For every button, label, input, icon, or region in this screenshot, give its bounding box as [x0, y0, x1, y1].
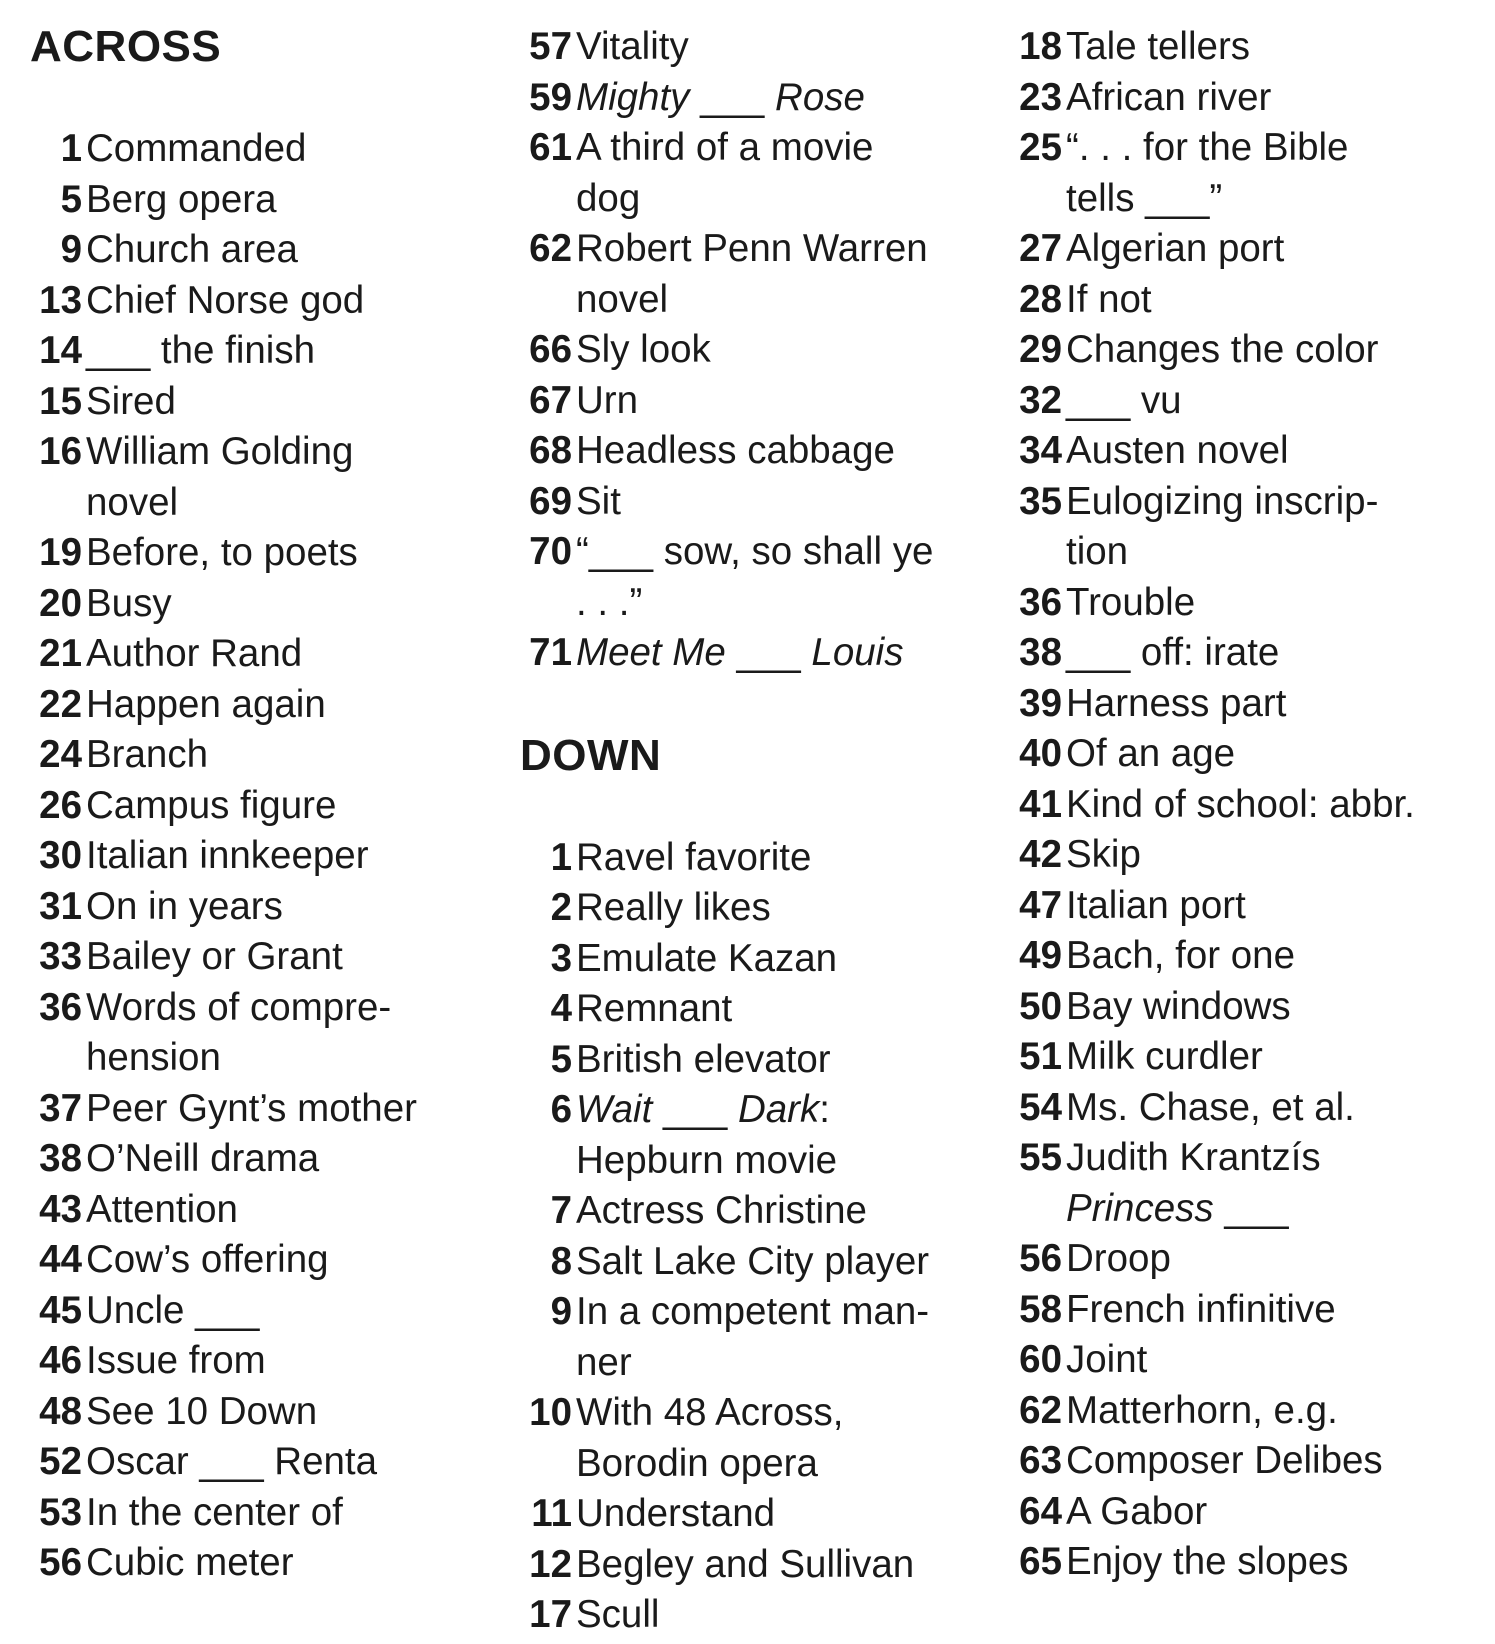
clue-row	[30, 680, 470, 731]
clue-number: 9	[60, 228, 82, 271]
clue-row	[1010, 1032, 1490, 1083]
clue-row	[30, 276, 470, 327]
clue-row	[30, 983, 470, 1084]
clue-text: Emulate Kazan	[576, 936, 838, 980]
clue-number: 4	[550, 987, 572, 1030]
clue-text: A Gabor	[1066, 1489, 1208, 1533]
clue-number: 32	[1019, 378, 1062, 422]
clue-row	[520, 1489, 980, 1540]
clue-text: In the center of	[86, 1490, 343, 1534]
clue-number: 37	[39, 1086, 82, 1130]
clue-text: Composer Delibes	[1066, 1439, 1383, 1482]
clue-row	[520, 934, 980, 985]
clue-text: See 10 Down	[86, 1389, 318, 1433]
clue-column-1	[30, 22, 470, 1589]
clue-row	[1010, 1335, 1490, 1386]
clue-row	[30, 1538, 470, 1589]
clue-text: Chief Norse god	[86, 278, 365, 322]
clue-number: 29	[1019, 328, 1062, 371]
clue-row	[1010, 931, 1490, 982]
clue-text: Author Rand	[86, 632, 303, 675]
clue-number: 5	[60, 177, 82, 221]
clue-number: 50	[1019, 984, 1062, 1028]
clue-row	[30, 427, 470, 528]
clue-number: 38	[39, 1137, 82, 1180]
clue-number: 20	[39, 581, 82, 625]
clue-number: 3	[550, 936, 572, 980]
clue-text: William Golding novel	[86, 430, 354, 524]
clue-number: 48	[39, 1389, 82, 1433]
clue-text: In a competent man- ner	[576, 1290, 930, 1384]
clue-text: Matterhorn, e.g.	[1066, 1388, 1338, 1432]
clue-row	[1010, 729, 1490, 780]
clue-row	[1010, 1537, 1490, 1588]
clue-number: 46	[39, 1339, 82, 1382]
clue-number: 52	[39, 1440, 82, 1483]
clue-row	[1010, 1234, 1490, 1285]
clue-text: Begley and Sullivan	[576, 1542, 915, 1586]
clue-number: 44	[39, 1238, 82, 1281]
clue-text: Before, to poets	[86, 531, 358, 574]
clue-number: 53	[39, 1490, 82, 1534]
clue-row	[1010, 780, 1490, 831]
clue-text: Italian port	[1066, 883, 1246, 927]
clue-row	[1010, 123, 1490, 224]
clue-text: Really likes	[576, 886, 771, 929]
clue-number: 6	[550, 1088, 572, 1131]
clue-text: Meet Me ___ Louis	[576, 631, 904, 674]
clue-row	[1010, 73, 1490, 124]
clue-text: Cow’s offering	[86, 1238, 329, 1281]
clue-text: Enjoy the slopes	[1066, 1540, 1349, 1583]
clue-number: 64	[1019, 1489, 1062, 1533]
clue-text: Changes the color	[1066, 328, 1379, 371]
clue-row	[520, 1590, 980, 1641]
clue-row	[30, 124, 470, 175]
clue-row	[520, 1186, 980, 1237]
clue-row	[30, 528, 470, 579]
clue-text: With 48 Across, Borodin opera	[576, 1391, 844, 1485]
clue-row	[30, 225, 470, 276]
clue-number: 62	[529, 227, 572, 270]
clue-text: O’Neill drama	[86, 1137, 320, 1180]
clue-row	[520, 527, 980, 628]
clue-row	[520, 883, 980, 934]
clue-text: Commanded	[86, 127, 307, 170]
clue-row	[30, 1134, 470, 1185]
clue-number: 36	[1019, 580, 1062, 624]
clue-text: Ms. Chase, et al.	[1066, 1085, 1355, 1129]
clue-text: Harness part	[1066, 681, 1287, 725]
clue-number: 62	[1019, 1388, 1062, 1432]
clue-column-3	[1010, 22, 1490, 1588]
clue-text: Church area	[86, 228, 298, 271]
clue-row	[30, 326, 470, 377]
clue-text: Branch	[86, 733, 208, 776]
clue-row	[1010, 830, 1490, 881]
clue-text: African river	[1066, 75, 1272, 119]
clue-text: Algerian port	[1066, 227, 1285, 270]
clue-text: “. . . for the Bible tells ___”	[1066, 126, 1349, 220]
clue-number: 55	[1019, 1136, 1062, 1179]
clue-text: Tale tellers	[1066, 25, 1251, 68]
clue-text: Sired	[86, 379, 176, 423]
clue-text: Actress Christine	[576, 1189, 867, 1232]
clue-text: Milk curdler	[1066, 1035, 1263, 1078]
clue-row	[520, 628, 980, 679]
clue-row	[1010, 1133, 1490, 1234]
clue-row	[30, 730, 470, 781]
clue-row	[30, 175, 470, 226]
clue-text: Ravel favorite	[576, 835, 812, 879]
clue-text: Eulogizing inscrip- tion	[1066, 479, 1379, 573]
clue-text: ___ off: irate	[1066, 631, 1280, 674]
across-heading: ACROSS	[30, 22, 222, 71]
clue-text: Judith Krantzís Princess ___	[1066, 1136, 1321, 1230]
clue-row	[520, 1540, 980, 1591]
clue-text: Mighty ___ Rose	[576, 75, 865, 119]
clue-text: “___ sow, so shall ye . . .”	[576, 530, 934, 624]
clue-row	[30, 1387, 470, 1438]
clue-number: 24	[39, 733, 82, 776]
clue-row	[30, 629, 470, 680]
clue-number: 23	[1019, 75, 1062, 119]
clue-row	[1010, 275, 1490, 326]
clue-row	[30, 882, 470, 933]
clue-row	[520, 833, 980, 884]
clue-number: 21	[39, 632, 82, 675]
clue-number: 13	[39, 278, 82, 322]
clue-row	[30, 1437, 470, 1488]
clue-text: Campus figure	[86, 783, 337, 827]
clue-row	[1010, 982, 1490, 1033]
clue-text: Wait ___ Dark: Hepburn movie	[576, 1088, 838, 1182]
clue-row	[1010, 1285, 1490, 1336]
clue-text: ___ vu	[1066, 378, 1182, 422]
clue-row	[1010, 224, 1490, 275]
clue-number: 11	[531, 1492, 572, 1535]
clue-text: Understand	[576, 1492, 776, 1535]
clue-number: 5	[550, 1037, 572, 1081]
clue-text: Busy	[86, 581, 172, 625]
clue-row	[30, 1084, 470, 1135]
clue-row	[1010, 1386, 1490, 1437]
clue-row	[520, 477, 980, 528]
clue-text: Uncle ___	[86, 1288, 260, 1332]
clue-number: 31	[39, 884, 82, 928]
clue-text: Italian innkeeper	[86, 834, 369, 877]
clue-number: 70	[529, 530, 572, 573]
clue-number: 35	[1019, 479, 1062, 523]
clue-text: Headless cabbage	[576, 429, 895, 472]
clue-number: 16	[39, 430, 82, 473]
clue-text: Joint	[1066, 1338, 1148, 1381]
clue-number: 57	[529, 25, 572, 68]
clue-row	[30, 831, 470, 882]
clue-text: ___ the finish	[86, 329, 316, 372]
clue-text: Kind of school: abbr.	[1066, 782, 1415, 826]
clue-row	[520, 1287, 980, 1388]
clue-row	[520, 224, 980, 325]
clue-number: 8	[550, 1239, 572, 1283]
clue-number: 63	[1019, 1439, 1062, 1482]
clue-text: Bailey or Grant	[86, 935, 343, 978]
clue-number: 47	[1019, 883, 1062, 927]
clue-row	[30, 1185, 470, 1236]
clue-row	[1010, 628, 1490, 679]
clue-row	[1010, 1436, 1490, 1487]
clue-number: 68	[529, 429, 572, 472]
clue-number: 15	[39, 379, 82, 423]
clue-number: 36	[39, 985, 82, 1029]
clue-number: 60	[1019, 1338, 1062, 1381]
clue-number: 51	[1019, 1035, 1062, 1078]
clue-text: Attention	[86, 1187, 238, 1231]
clue-number: 71	[529, 631, 572, 674]
clue-row	[30, 1336, 470, 1387]
clue-number: 26	[39, 783, 82, 827]
clue-row	[520, 426, 980, 477]
clue-row	[520, 1035, 980, 1086]
clue-text: Trouble	[1066, 580, 1196, 624]
clue-number: 30	[39, 834, 82, 877]
clue-text: A third of a movie dog	[576, 126, 874, 220]
clue-number: 59	[529, 75, 572, 119]
clue-text: Skip	[1066, 833, 1141, 876]
clue-text: If not	[1066, 277, 1152, 321]
clue-column-2	[520, 22, 980, 1641]
clue-text: Oscar ___ Renta	[86, 1440, 378, 1483]
clue-number: 38	[1019, 631, 1062, 674]
clue-number: 56	[39, 1541, 82, 1584]
clue-row	[520, 1388, 980, 1489]
clue-number: 7	[550, 1189, 572, 1232]
clue-text: Bay windows	[1066, 984, 1291, 1028]
clue-number: 39	[1019, 681, 1062, 725]
clue-row	[30, 932, 470, 983]
clue-row	[1010, 325, 1490, 376]
clue-text: Berg opera	[86, 177, 277, 221]
clue-text: Words of compre- hension	[86, 985, 392, 1079]
clue-text: Urn	[576, 378, 639, 422]
clue-number: 25	[1019, 126, 1062, 169]
clue-row	[1010, 477, 1490, 578]
clue-text: Droop	[1066, 1237, 1171, 1280]
clue-row	[520, 1237, 980, 1288]
clue-number: 17	[529, 1593, 572, 1636]
clue-row	[30, 579, 470, 630]
clue-row	[520, 1085, 980, 1186]
clue-text: Scull	[576, 1593, 660, 1636]
clue-text: Issue from	[86, 1339, 266, 1382]
clue-row	[520, 376, 980, 427]
clue-number: 33	[39, 935, 82, 978]
clue-text: Salt Lake City player	[576, 1239, 930, 1283]
clue-text: Of an age	[1066, 732, 1236, 775]
clue-row	[520, 984, 980, 1035]
clue-number: 18	[1019, 25, 1062, 68]
clue-number: 69	[529, 479, 572, 523]
clue-number: 58	[1019, 1287, 1062, 1331]
clue-number: 22	[39, 682, 82, 726]
clue-number: 9	[550, 1290, 572, 1333]
clue-text: Remnant	[576, 987, 733, 1030]
clue-number: 45	[39, 1288, 82, 1332]
clue-row	[1010, 376, 1490, 427]
clue-number: 1	[60, 127, 82, 170]
clue-number: 34	[1019, 429, 1062, 472]
clue-row	[520, 73, 980, 124]
clue-row	[520, 325, 980, 376]
clue-number: 67	[529, 378, 572, 422]
clue-text: Robert Penn Warren novel	[576, 227, 928, 321]
clue-number: 61	[529, 126, 572, 169]
clue-text: Vitality	[576, 25, 689, 68]
clue-number: 10	[529, 1391, 572, 1434]
clue-row	[1010, 1083, 1490, 1134]
clue-number: 54	[1019, 1085, 1062, 1129]
down-heading: DOWN	[520, 730, 662, 780]
clue-row	[1010, 426, 1490, 477]
clue-number: 27	[1019, 227, 1062, 270]
clue-text: British elevator	[576, 1037, 831, 1081]
clue-row	[30, 1286, 470, 1337]
clue-row	[1010, 22, 1490, 73]
clue-text: Bach, for one	[1066, 934, 1296, 977]
clue-text: On in years	[86, 884, 283, 928]
clue-number: 28	[1019, 277, 1062, 321]
clue-number: 40	[1019, 732, 1062, 775]
clue-text: Peer Gynt’s mother	[86, 1086, 417, 1130]
clue-number: 49	[1019, 934, 1062, 977]
clue-text: Cubic meter	[86, 1541, 294, 1584]
clue-number: 66	[529, 328, 572, 371]
clue-text: Sly look	[576, 328, 711, 371]
clue-text: Happen again	[86, 682, 326, 726]
clue-number: 42	[1019, 833, 1062, 876]
clue-row	[30, 377, 470, 428]
clue-number: 43	[39, 1187, 82, 1231]
clue-row	[1010, 578, 1490, 629]
clue-row	[30, 1235, 470, 1286]
clue-row	[1010, 881, 1490, 932]
clue-row	[1010, 679, 1490, 730]
clue-number: 12	[529, 1542, 572, 1586]
clue-number: 14	[39, 329, 82, 372]
clue-number: 1	[550, 835, 572, 879]
clue-row	[1010, 1487, 1490, 1538]
clue-number: 56	[1019, 1237, 1062, 1280]
clue-row	[520, 22, 980, 73]
clue-text: Sit	[576, 479, 621, 523]
clue-row	[520, 123, 980, 224]
clue-text: Austen novel	[1066, 429, 1289, 472]
clue-number: 2	[550, 886, 572, 929]
clue-row	[30, 781, 470, 832]
clue-text: French infinitive	[1066, 1287, 1336, 1331]
clue-number: 19	[39, 531, 82, 574]
clue-number: 65	[1019, 1540, 1062, 1583]
clue-row	[30, 1488, 470, 1539]
clue-number: 41	[1019, 782, 1062, 826]
